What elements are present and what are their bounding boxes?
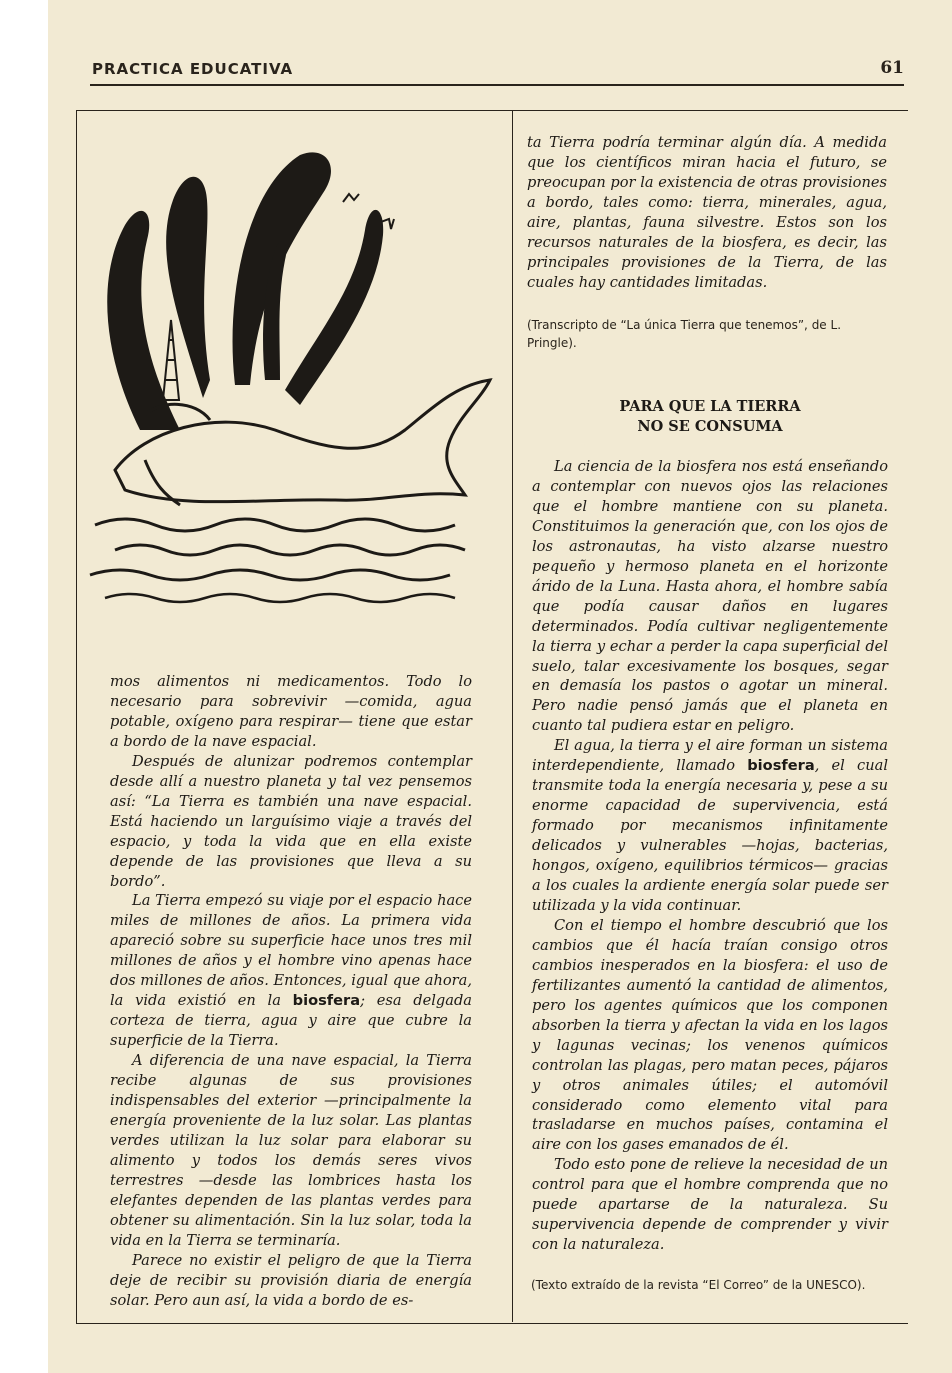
header-rule: [90, 84, 904, 86]
whale-oil-well-icon: [85, 130, 520, 610]
source-credit: (Texto extraído de la revista “El Correo” de la UNESCO).: [531, 1278, 866, 1292]
heading-line: PARA QUE LA TIERRA: [619, 398, 801, 415]
paragraph: A diferencia de una nave espacial, la Tierra recibe algunas de sus provisiones indispensables del exterior —principalmente la energía proveniente de la luz solar. Las plantas verdes utilizan la luz solar para elaborar su alimento y todos los demás seres vivos terrestres —desde las lombrices hasta los elefantes dependen de las plantas verdes para obtener su alimentación. Sin la luz solar, toda la vida en la Tierra se terminaría.: [110, 1052, 472, 1249]
section-title: PRACTICA EDUCATIVA: [92, 60, 294, 78]
paragraph-text: El agua, la tierra y el aire forman un sistema interdependiente, llamado: [532, 737, 888, 775]
paragraph: Todo esto pone de relieve la necesidad de un control para que el hombre comprenda que no puede apartarse de la naturaleza. Su supervivencia depende de comprender y vivir con la naturaleza.: [532, 1156, 888, 1254]
right-column-text: [532, 457, 888, 1255]
paragraph-text: ; esa delgada corteza de tierra, agua y aire que cubre la superficie de la Tierra.: [110, 992, 473, 1050]
paragraph-text: La Tierra empezó su viaje por el espacio hace miles de millones de años. La primera vida apareció sobre su superficie hace unos tres mil millones de años y el hombre vino apenas hace dos millones de años. Entonces, igual que ahora, la vida existió en la: [110, 892, 472, 1010]
paragraph: Parece no existir el peligro de que la Tierra deje de recibir su provisión diaria de energía solar. Pero aun así, la vida a bordo de es-: [110, 1251, 472, 1309]
running-head: [92, 60, 904, 82]
paragraph: Después de alunizar podremos contemplar desde allí a nuestro planeta y tal vez pensemos así: “La Tierra es también una nave espacial. Está haciendo un larguísimo viaje a través del espacio, y toda la vida que en ella existe depende de las provisiones que lleva a su bordo”.: [110, 752, 472, 890]
article-heading: [560, 397, 860, 437]
biosfera-term: biosfera: [292, 992, 361, 1010]
paragraph: [110, 891, 472, 1051]
source-credit: (Transcripto de “La única Tierra que tenemos”, de L. Pringle).: [527, 318, 842, 350]
page-number: 61: [880, 58, 904, 78]
right-column-continuation: [527, 133, 887, 293]
left-column-text: [110, 672, 472, 1311]
paragraph: ta Tierra podría terminar algún día. A medida que los científicos miran hacia el futuro, se preocupan por la existencia de otras provisiones a bordo, tales como: tierra, minerales, agua, aire, plantas, fauna silvestre. Estos son los recursos naturales de la biosfera, es decir, las principales provisiones de la Tierra, de las cuales hay cantidades limitadas.: [527, 134, 887, 291]
paragraph: mos alimentos ni medicamentos. Todo lo necesario para sobrevivir —comida, agua potable, oxígeno para respirar— tiene que estar a bordo de la nave espacial.: [110, 673, 472, 750]
paragraph: La ciencia de la biosfera nos está enseñando a contemplar con nuevos ojos las relaciones que el hombre mantiene con su planeta. Constituimos la generación que, con los ojos de los astronautas, ha visto alzarse nuestro pequeño y hermoso planeta en el horizonte árido de la Luna. Hasta ahora, el hombre sabía que podía causar daños en lugares determinados. Podía cultivar negligentemente la tierra y echar a perder la capa superficial del suelo, talar excesivamente los bosques, segar en demasía los pastos o agotar un mineral. Pero nadie pensó jamás que el planeta en cuanto tal pudiera estar en peligro.: [532, 458, 888, 735]
biosfera-term: biosfera: [747, 757, 815, 775]
heading-line: NO SE CONSUMA: [637, 418, 783, 435]
paragraph-text: , el cual transmite toda la energía necesaria y, pese a su enorme capacidad de supervivencia, está formado por mecanismos infinitamente delicados y vulnerables —hojas, bacterias, hongos, oxígeno, equilibrios térmicos— gracias a los cuales la ardiente energía solar puede ser utilizada y la vida continuar.: [532, 757, 888, 914]
paragraph: Con el tiempo el hombre descubrió que los cambios que él hacía traían consigo otros cambios inesperados en la biosfera: el uso de fertilizantes aumentó la cantidad de alimentos, pero los agentes químicos que los componen absorben la tierra y afectan la vida en los lagos y lagunas vecinas; los venenos químicos controlan las plagas, pero matan peces, pájaros y otros animales útiles; el automóvil considerado como elemento vital para trasladarse en muchos países, contamina el aire con los gases emanados de él.: [532, 916, 888, 1154]
paragraph: [532, 736, 888, 916]
